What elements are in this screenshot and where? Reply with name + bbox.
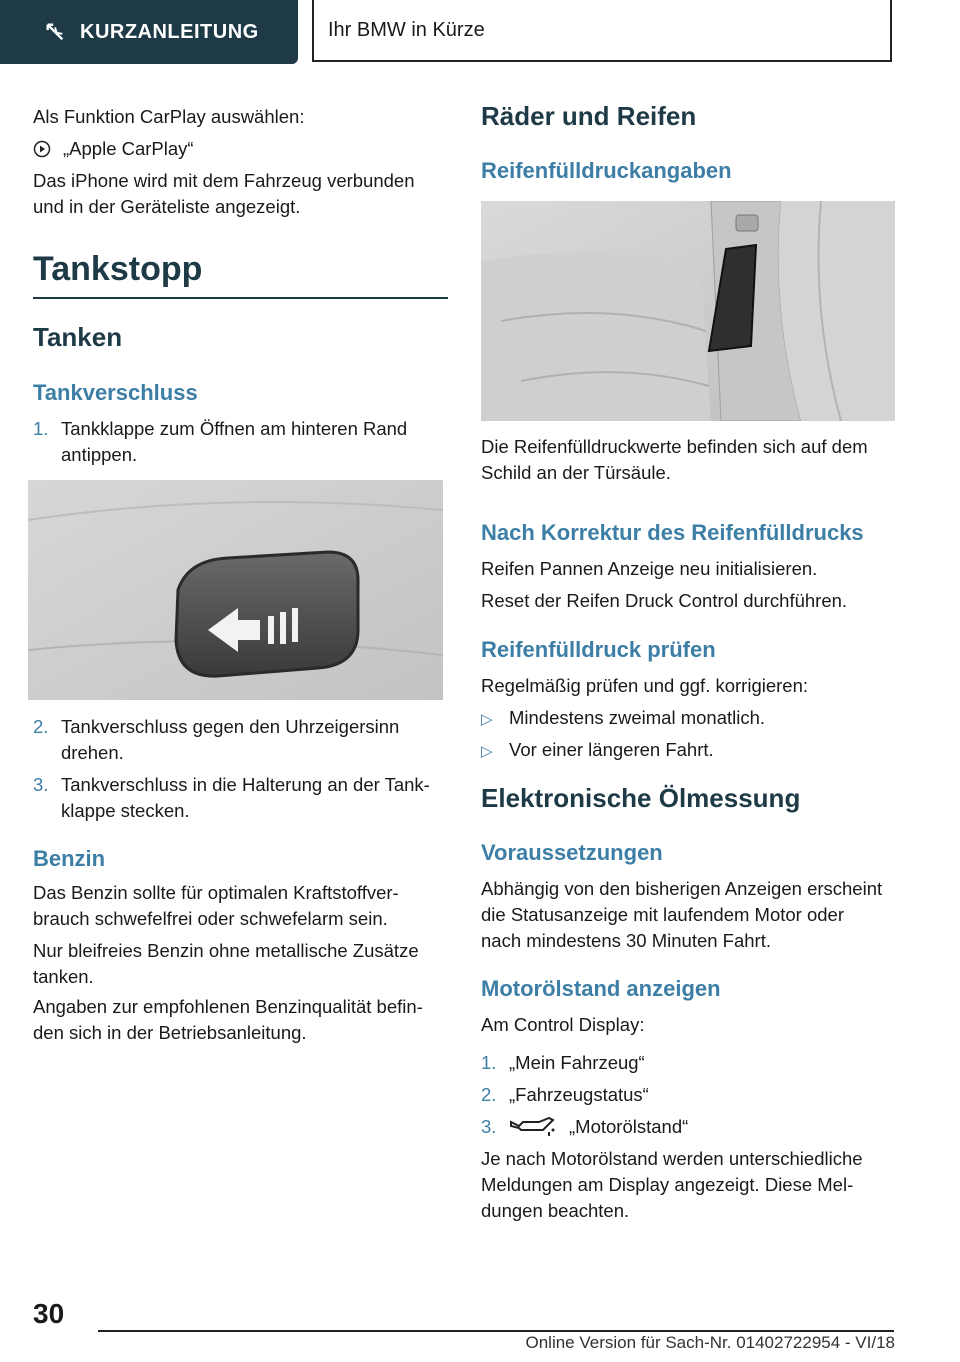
- triangle-bullet-icon: ▷: [481, 711, 493, 728]
- heading-elektronische-oelmessung: Elektronische Ölmessung: [481, 783, 801, 813]
- step-1-number: 1.: [33, 418, 49, 439]
- benzin-p2-line-1: Nur bleifreies Benzin ohne metallische Zusätze: [33, 940, 419, 961]
- step-1-line-2: antippen.: [61, 444, 138, 465]
- heading-benzin: Benzin: [33, 846, 106, 871]
- connected-line-1: Das iPhone wird mit dem Fahrzeug verbunden: [33, 170, 415, 191]
- heading-rule: [33, 297, 448, 299]
- heading-tankverschluss: Tankverschluss: [33, 380, 198, 405]
- benzin-p3-line-2: den sich in der Betriebsanleitung.: [33, 1022, 307, 1043]
- step-3-text: Tankverschluss in die Halterung an der Tank‐: [61, 774, 430, 795]
- chapter-label: Ihr BMW in Kürze: [328, 18, 485, 41]
- menu-step-3: [481, 1114, 688, 1140]
- step-1-text: Tankklappe zum Öffnen am hinteren Rand: [61, 418, 408, 439]
- menu-step-3-text: „Motorölstand“: [569, 1116, 689, 1137]
- heading-motoroelstand: Motorölstand anzeigen: [481, 976, 721, 1001]
- heading-reifenfuelldruckangaben: Reifenfülldruckangaben: [481, 158, 732, 183]
- section-tab: [0, 0, 298, 64]
- apple-carplay-label: „Apple CarPlay“: [63, 138, 194, 159]
- step-3-line-1: [33, 772, 430, 798]
- end-text-line-2: Meldungen am Display angezeigt. Diese Mel‐: [481, 1174, 854, 1195]
- heading-nach-korrektur: Nach Korrektur des Reifenfülldrucks: [481, 520, 864, 545]
- quick-guide-icon: [44, 21, 66, 43]
- pruefen-text: Regelmäßig prüfen und ggf. korrigieren:: [481, 675, 809, 696]
- step-2-number: 2.: [33, 716, 49, 737]
- end-text-line-1: Je nach Motorölstand werden unterschiedliche: [481, 1148, 863, 1169]
- menu-step-1-number: 1.: [481, 1052, 497, 1073]
- tire-text-line-1: Die Reifenfülldruckwerte befinden sich auf dem: [481, 436, 868, 457]
- menu-step-2-number: 2.: [481, 1084, 497, 1105]
- play-icon: [33, 140, 51, 158]
- bullet-text-2: Vor einer längeren Fahrt.: [509, 739, 714, 760]
- menu-step-1-text: „Mein Fahrzeug“: [509, 1052, 645, 1073]
- voraussetzungen-line-3: nach mindestens 30 Minuten Fahrt.: [481, 930, 771, 951]
- voraussetzungen-line-1: Abhängig von den bisherigen Anzeigen erscheint: [481, 878, 883, 899]
- oil-can-icon: [509, 1116, 557, 1138]
- korrektur-text-1: Reifen Pannen Anzeige neu initialisieren.: [481, 558, 818, 579]
- page-number: 30: [33, 1298, 65, 1329]
- voraussetzungen-line-2: die Statusanzeige mit laufendem Motor oder: [481, 904, 845, 925]
- door-pillar-illustration: [481, 201, 895, 421]
- menu-step-1: [481, 1050, 645, 1076]
- end-text-line-3: dungen beachten.: [481, 1200, 630, 1221]
- bullet-text-1: Mindestens zweimal monatlich.: [509, 707, 766, 728]
- menu-step-2-text: „Fahrzeugstatus“: [509, 1084, 649, 1105]
- korrektur-text-2: Reset der Reifen Druck Control durchführen.: [481, 590, 848, 611]
- bullet-item-2: [481, 737, 714, 765]
- benzin-p3-line-1: Angaben zur empfohlenen Benzinqualität befin‐: [33, 996, 423, 1017]
- benzin-p1-line-2: brauch schwefelfrei oder schwefelarm sein.: [33, 908, 388, 929]
- menu-step-3-number: 3.: [481, 1116, 497, 1137]
- footer-rule: [98, 1330, 894, 1332]
- online-version-text: Online Version für Sach-Nr. 01402722954 - VI/18: [525, 1333, 895, 1352]
- step-1-line-1: [33, 416, 407, 442]
- step-3-number: 3.: [33, 774, 49, 795]
- connected-line-2: und in der Geräteliste angezeigt.: [33, 196, 301, 217]
- menu-step-2: [481, 1082, 649, 1108]
- apple-carplay-row: [33, 136, 194, 162]
- fuel-flap-illustration: [28, 480, 443, 700]
- step-2-text: Tankverschluss gegen den Uhrzeigersinn: [61, 716, 400, 737]
- heading-voraussetzungen: Voraussetzungen: [481, 840, 663, 865]
- chapter-box: [312, 0, 892, 62]
- step-2-line-2: drehen.: [61, 742, 124, 763]
- triangle-bullet-icon: ▷: [481, 743, 493, 760]
- tire-text-line-2: Schild an der Türsäule.: [481, 462, 671, 483]
- heading-tankstopp: Tankstopp: [33, 250, 203, 288]
- section-label: KURZANLEITUNG: [80, 20, 259, 43]
- motoroel-text: Am Control Display:: [481, 1014, 645, 1035]
- bullet-item-1: [481, 705, 765, 733]
- benzin-p1-line-1: Das Benzin sollte für optimalen Kraftstoffver‐: [33, 882, 399, 903]
- heading-tanken: Tanken: [33, 322, 123, 352]
- step-3-line-2: klappe stecken.: [61, 800, 190, 821]
- heading-raeder-und-reifen: Räder und Reifen: [481, 101, 697, 131]
- step-2-line-1: [33, 714, 399, 740]
- benzin-p2-line-2: tanken.: [33, 966, 94, 987]
- heading-reifenfuelldruck-pruefen: Reifenfülldruck prüfen: [481, 637, 716, 662]
- intro-text: Als Funktion CarPlay auswählen:: [33, 106, 305, 127]
